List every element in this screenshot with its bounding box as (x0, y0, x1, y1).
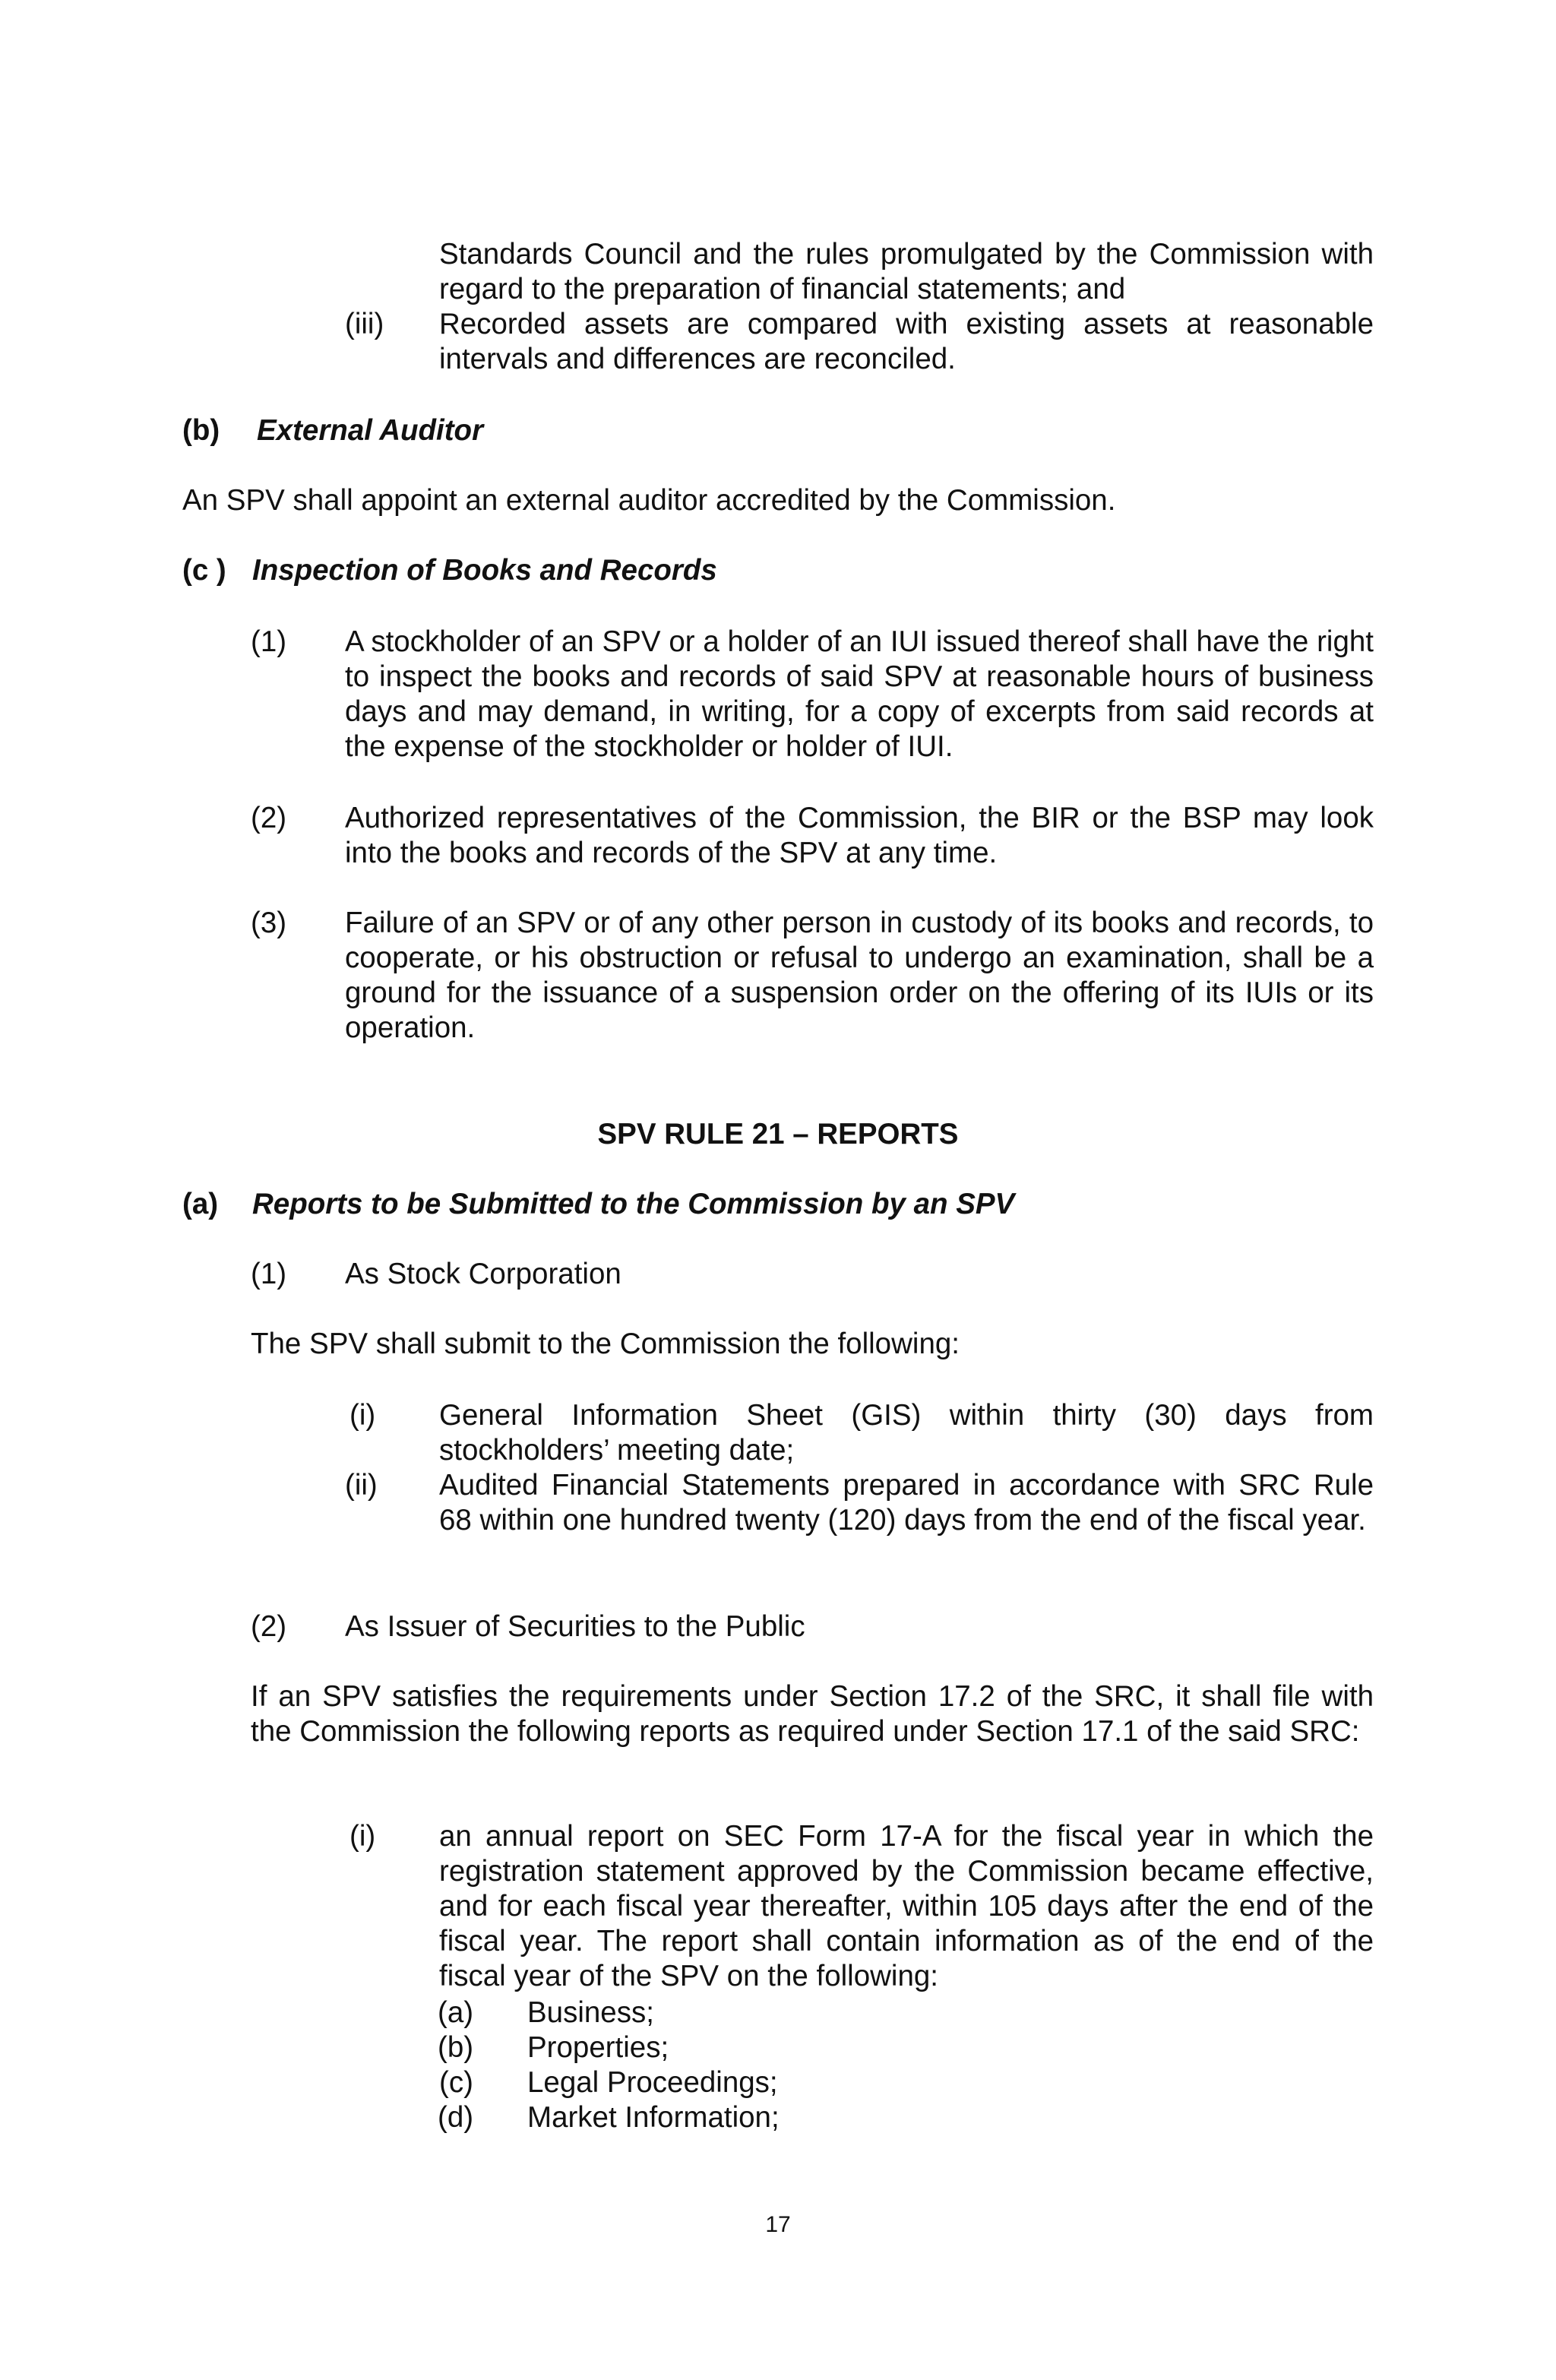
section-c-title: Inspection of Books and Records (252, 554, 717, 587)
sub-item-c-text: Legal Proceedings; (527, 2066, 778, 2099)
sub-item-b-label: (b) (438, 2031, 474, 2064)
subsection-1-title: As Stock Corporation (345, 1258, 621, 1290)
subsection-2-item-i-text: an annual report on SEC Form 17-A for the fiscal year in which the registration statement approved by the Commission became effective, and for each fiscal year thereafter, within 105 days after the end of the fiscal year. The report shall contain information as of the end of the fiscal year of the SPV on the following: (439, 1820, 1374, 1992)
section-c-label: (c ) (182, 554, 226, 587)
subsection-2-label: (2) (251, 1610, 287, 1643)
sub-item-b-text: Properties; (527, 2031, 669, 2064)
section-c-item-3-label: (3) (251, 907, 287, 939)
continued-paragraph: Standards Council and the rules promulgated by the Commission with regard to the preparation of financial statements; and (439, 238, 1374, 305)
sub-item-a-label: (a) (438, 1996, 474, 2029)
section-c-item-2-text: Authorized representatives of the Commission, the BIR or the BSP may look into the books and records of the SPV at any time. (345, 802, 1374, 869)
section-b-label: (b) (182, 414, 220, 447)
subsection-1-intro: The SPV shall submit to the Commission the following: (251, 1328, 960, 1360)
item-label-iii: (iii) (345, 308, 384, 340)
section-a-title: Reports to be Submitted to the Commission by an SPV (252, 1188, 1015, 1220)
sub-item-c-label: (c) (439, 2066, 473, 2099)
section-c-item-1-label: (1) (251, 625, 287, 658)
subsection-2-title: As Issuer of Securities to the Public (345, 1610, 805, 1643)
section-a-label: (a) (182, 1188, 219, 1220)
sub-item-d-label: (d) (438, 2101, 474, 2134)
section-b-title: External Auditor (257, 414, 484, 447)
sub-item-a-text: Business; (527, 1996, 654, 2029)
sub-item-d-text: Market Information; (527, 2101, 780, 2134)
section-c-item-3-text: Failure of an SPV or of any other person in custody of its books and records, to cooperate, or his obstruction or refusal to undergo an examination, shall be a ground for the issuance of a suspension order on the offering of its IUIs or its operation. (345, 907, 1374, 1044)
section-c-item-1-text: A stockholder of an SPV or a holder of an IUI issued thereof shall have the right to inspect the books and records of said SPV at reasonable hours of business days and may demand, in writing, for a copy of excerpts from said records at the expense of the stockholder or holder of IUI. (345, 625, 1374, 763)
section-c-item-2-label: (2) (251, 802, 287, 834)
subsection-2-intro: If an SPV satisfies the requirements under Section 17.2 of the SRC, it shall file with the Commission the following reports as required under Section 17.1 of the said SRC: (251, 1680, 1374, 1748)
subsection-1-item-i-label: (i) (349, 1399, 376, 1432)
subsection-1-label: (1) (251, 1258, 287, 1290)
item-text-iii: Recorded assets are compared with existing assets at reasonable intervals and differences are reconciled. (439, 308, 1374, 375)
section-b-text: An SPV shall appoint an external auditor accredited by the Commission. (182, 484, 1116, 517)
subsection-1-item-ii-text: Audited Financial Statements prepared in accordance with SRC Rule 68 within one hundred twenty (120) days from the end of the fiscal year. (439, 1469, 1374, 1537)
subsection-1-item-i-text: General Information Sheet (GIS) within thirty (30) days from stockholders’ meeting date; (439, 1399, 1374, 1467)
page-number: 17 (765, 2212, 791, 2237)
subsection-1-item-ii-label: (ii) (345, 1469, 378, 1502)
rule-21-heading: SPV RULE 21 – REPORTS (597, 1118, 959, 1150)
subsection-2-item-i-label: (i) (349, 1820, 376, 1853)
